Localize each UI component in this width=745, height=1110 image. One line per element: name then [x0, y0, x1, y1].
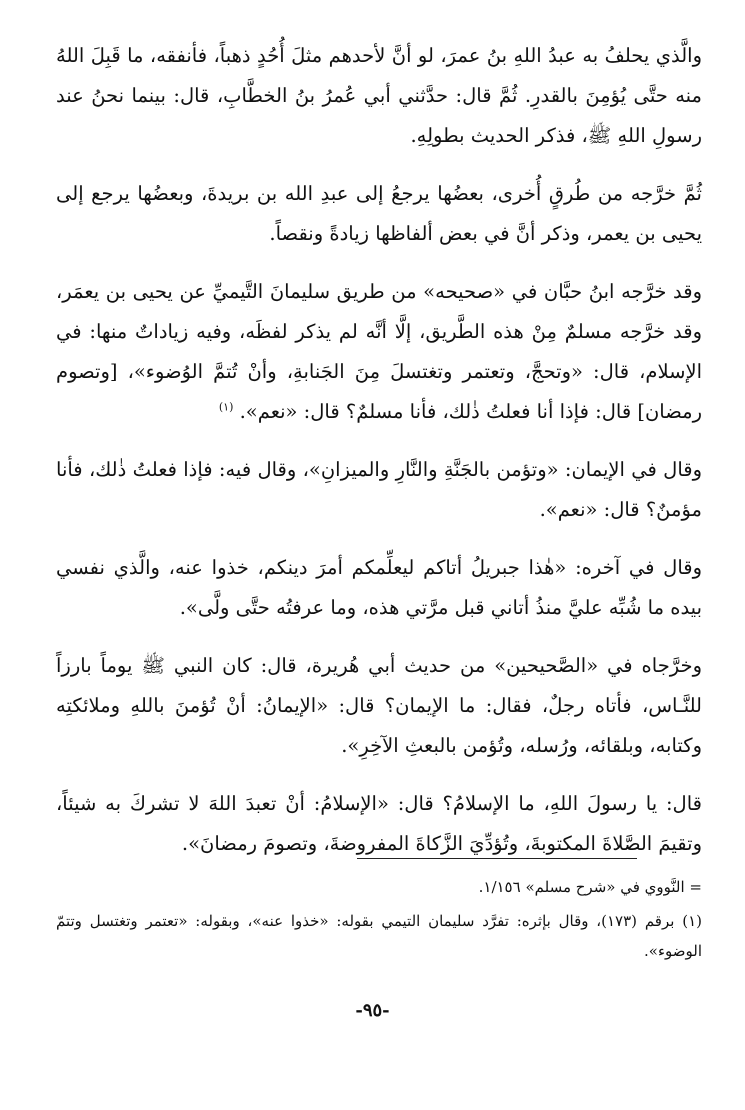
paragraph-6: وخرَّجاه في «الصَّحيحين» من حديث أبي هُريرة، قال: كان النبي ﷺ يوماً بارزاً للنَّـاس، فأتاه رجلٌ، فقال: ما الإيمان؟ قال: «الإيمانُ: أنْ تُؤمنَ باللهِ وملائكتِه وكتابه، وبلقائه، ورُسله، وتُؤمن بالبعثِ الآخِرِ». [56, 654, 702, 757]
paragraph-3 [56, 272, 702, 432]
footnote-1: (١) برقم (١٧٣)، وقال بإثره: تفرَّد سليمان التيمي بقوله: «خذوا عنه»، وبقوله: «تعتمر وتغتسل وتتمّ الوضوء». [56, 912, 702, 960]
paragraph-1: والَّذي يحلفُ به عبدُ اللهِ بنُ عمرَ، لو أنَّ لأحدهم مثلَ أُحُدٍ ذهباً، فأنفقه، ما قَبِلَ اللهُ منه حتَّى يُؤمِنَ بالقدرِ. ثُمَّ قال: حدَّثني أبي عُمرُ بنُ الخطَّابِ، قال: بينما نحنُ عند رسولِ اللهِ ﷺ، فذكر الحديث بطولِهِ. [56, 44, 702, 147]
paragraph-2: ثُمَّ خرَّجه من طُرقٍ أُخرى، بعضُها يرجعُ إلى عبدِ الله بن بريدةَ، وبعضُها يرجع إلى يحيى بن يعمر، وذكر أنَّ في بعض ألفاظها زيادةً ونقصاً. [56, 182, 702, 245]
footnote-divider [357, 858, 637, 859]
footnotes [56, 872, 702, 970]
paragraph-7: قال: يا رسولَ اللهِ، ما الإسلامُ؟ قال: «الإسلامُ: أنْ تعبدَ اللهَ لا تشركَ به شيئاً، وتقيمَ الصَّلاةَ المكتوبةَ، وتُؤدِّيَ الزَّكاةَ المفروضةَ، وتصومَ رمضانَ». [56, 792, 702, 855]
page-number: -٩٥- [355, 1000, 390, 1021]
main-text [56, 36, 702, 882]
footnote-continued: = النَّووي في «شرح مسلم» ١/١٥٦. [478, 878, 702, 896]
paragraph-3-text: وقد خرَّجه ابنُ حبَّان في «صحيحه» من طريق سليمانَ التَّيميِّ عن يحيى بن يعمَر، وقد خرَّجه مسلمٌ مِنْ هذه الطَّريق، إلَّا أنَّه لم يذكر لفظَه، وفيه زياداتٌ منها: في الإسلام، قال: «وتحجَّ، وتعتمر وتغتسلَ مِنَ الجَنابةِ، وأنْ تُتمَّ الوُضوء»، [وتصوم رمضان] قال: فإذا أنا فعلتُ ذٰلك، فأنا مسلمٌ؟ قال: «نعم». [56, 280, 702, 423]
footnote-marker: (١) [218, 400, 234, 414]
paragraph-4: وقال في الإيمان: «وتؤمن بالجَنَّةِ والنَّارِ والميزانِ»، وقال فيه: فإذا فعلتُ ذٰلك، فأنا مؤمنٌ؟ قال: «نعم». [56, 458, 702, 521]
paragraph-5: وقال في آخره: «هٰذا جبريلُ أتاكم ليعلِّمكم أمرَ دينكم، خذوا عنه، والَّذي نفسي بيده ما شُبِّه عليَّ منذُ أتاني قبل مرَّتي هذه، وما عرفتُه حتَّى ولَّى». [56, 556, 702, 619]
